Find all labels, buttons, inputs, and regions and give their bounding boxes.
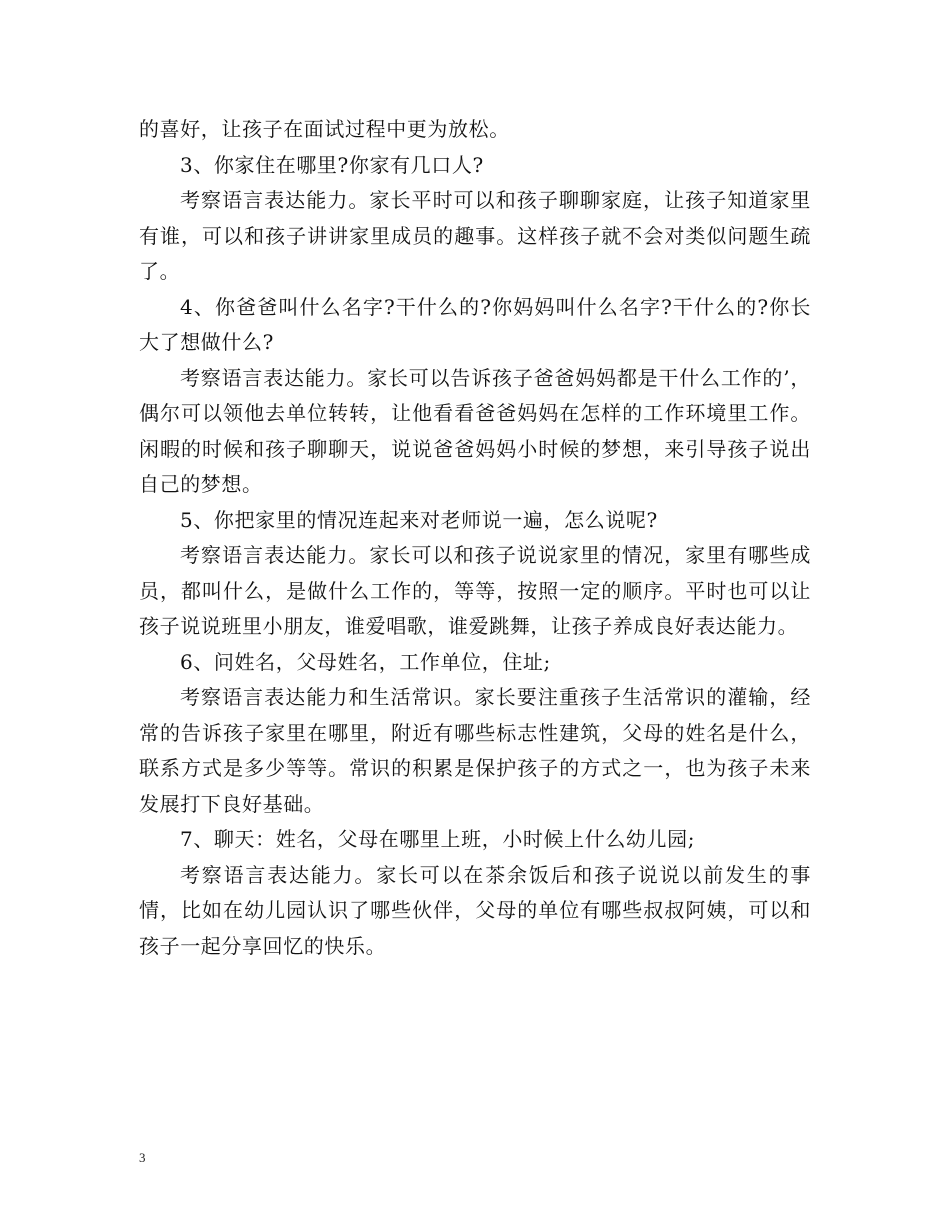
question-5: 5、你把家里的情况连起来对老师说一遍，怎么说呢? [180,507,658,532]
answer-6: 考察语言表达能力和生活常识。家长要注重孩子生活常识的灌输，经常的告诉孩子家里在哪里，附近有哪些标志性建筑，父母的姓名是什么，联系方式是多少等等。常识的积累是保护孩子的方式之一，也为孩子未来发展打下良好基础。 [139,685,811,816]
answer-3: 考察语言表达能力。家长平时可以和孩子聊聊家庭，让孩子知道家里有谁，可以和孩子讲讲家里成员的趣事。这样孩子就不会对类似问题生疏了。 [139,188,811,283]
answer-7: 考察语言表达能力。家长可以在茶余饭后和孩子说说以前发生的事情，比如在幼儿园认识了哪些伙伴，父母的单位有哪些叔叔阿姨，可以和孩子一起分享回忆的快乐。 [139,862,811,958]
answer-5: 考察语言表达能力。家长可以和孩子说说家里的情况，家里有哪些成员，都叫什么，是做什么工作的，等等，按照一定的顺序。平时也可以让孩子说说班里小朋友，谁爱唱歌，谁爱跳舞，让孩子养成良好表达能力。 [139,543,811,638]
answer-4: 考察语言表达能力。家长可以告诉孩子爸爸妈妈都是干什么工作的’，偶尔可以领他去单位转转，让他看看爸爸妈妈在怎样的工作环境里工作。闲暇的时候和孩子聊聊天，说说爸爸妈妈小时候的梦想，来引导孩子说出自己的梦想。 [139,365,811,496]
document-body [139,112,811,964]
question-6: 6、问姓名，父母姓名，工作单位，住址; [180,649,551,674]
page-number: 3 [139,1150,146,1165]
question-4: 4、你爸爸叫什么名字?干什么的?你妈妈叫什么名字?干什么的?你长大了想做什么? [139,294,811,354]
paragraph-continuation: 的喜好，让孩子在面试过程中更为放松。 [139,117,510,141]
question-7: 7、聊天：姓名，父母在哪里上班，小时候上什么幼儿园; [180,827,696,851]
question-3: 3、你家住在哪里?你家有几口人? [180,152,484,177]
